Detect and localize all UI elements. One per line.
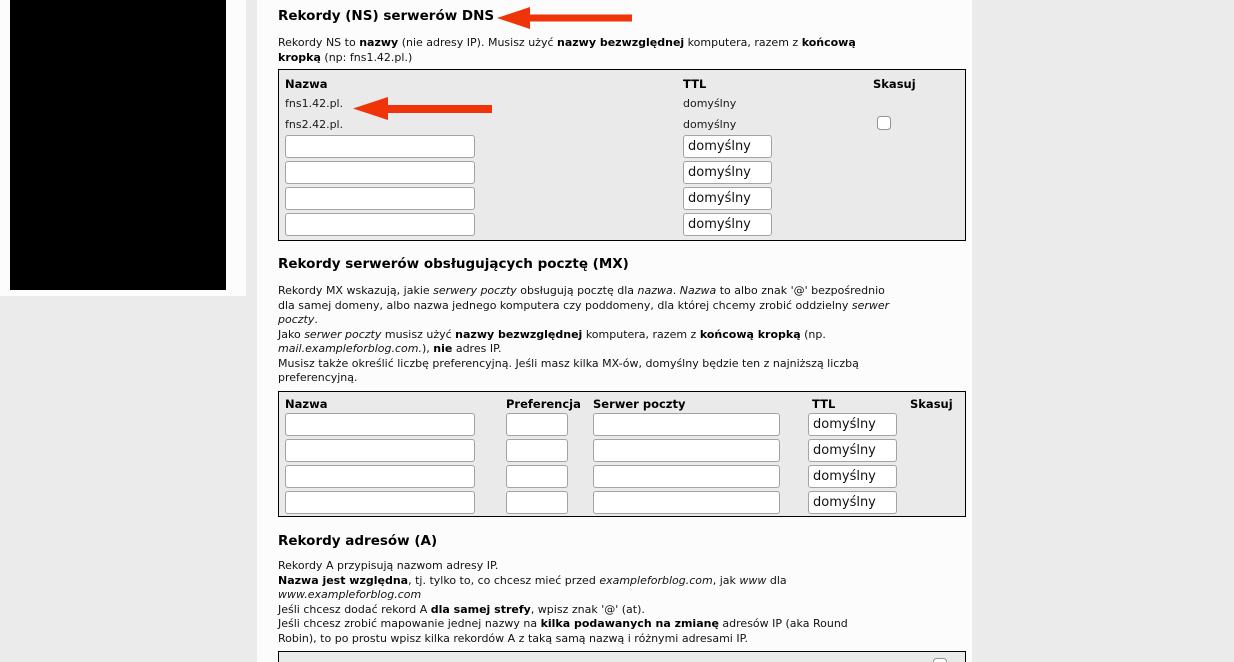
ns-section-heading: Rekordy (NS) serwerów DNS <box>278 8 495 24</box>
ns-name-input-3[interactable] <box>285 213 475 236</box>
a-intro-text: Rekordy A przypisują nazwom adresy IP. Nazwa jest względna, tj. tylko to, co chcesz mieć przed exampleforblog.com, jak www dla www.exampleforblog.com Jeśli chcesz dodać rekord A dla samej strefy, wpisz znak '@' (at). Jeśli chcesz zrobić mapowanie jednej nazwy na kilka podawanych na zmianę adresów IP (aka Round Robin), to po prostu wpisz kilka rekordów A z taką samą nazwą i różnymi adresami IP. <box>278 559 848 645</box>
ns-record-name: fns2.42.pl. <box>285 118 344 131</box>
left-panel <box>0 0 246 296</box>
mx-server-input-2[interactable] <box>593 465 780 488</box>
ns-col-header-name: Nazwa <box>285 77 328 91</box>
a-section-heading: Rekordy adresów (A) <box>278 533 438 549</box>
a-delete-checkbox[interactable] <box>933 658 947 662</box>
mx-server-input-0[interactable] <box>593 413 780 436</box>
mx-col-header-pref: Preferencja <box>506 397 581 411</box>
mx-intro-text: Rekordy MX wskazują, jakie serwery poczty obsługują pocztę dla nazwa. Nazwa to albo znak '@' bezpośrednio dla samej domeny, albo nazwa jednego komputera czy poddomeny, dla której chcemy zrobić oddzielny serwer poczty. Jako serwer poczty musisz użyć nazwy bezwzględnej komputera, razem z końcową kropką (np. mail.exampleforblog.com.), nie adres IP. Musisz także określić liczbę preferencyjną. Jeśli masz kilka MX-ów, domyślny będzie ten z najniższą liczbą preferencyjną. <box>278 284 890 384</box>
arrow-left-icon <box>497 6 632 30</box>
ns-delete-checkbox[interactable] <box>877 116 891 130</box>
ns-ttl-input-1[interactable] <box>683 161 772 184</box>
ns-col-header-delete: Skasuj <box>873 77 916 91</box>
mx-name-input-1[interactable] <box>285 439 475 462</box>
mx-server-input-3[interactable] <box>593 491 780 514</box>
arrow-left-icon <box>353 96 492 121</box>
mx-name-input-0[interactable] <box>285 413 475 436</box>
mx-col-header-ttl: TTL <box>812 397 836 411</box>
a-records-table <box>278 651 966 662</box>
ns-ttl-input-0[interactable] <box>683 135 772 158</box>
redacted-region <box>10 0 226 290</box>
mx-server-input-1[interactable] <box>593 439 780 462</box>
ns-records-table <box>278 69 966 241</box>
mx-ttl-input-3[interactable] <box>808 491 897 514</box>
ns-name-input-1[interactable] <box>285 161 475 184</box>
ns-intro-text: Rekordy NS to nazwy (nie adresy IP). Musisz użyć nazwy bezwzględnej komputera, razem z końcową kropką (np: fns1.42.pl.) <box>278 36 856 64</box>
mx-section-heading: Rekordy serwerów obsługujących pocztę (MX) <box>278 256 629 272</box>
dns-records-page <box>257 0 972 662</box>
mx-ttl-input-2[interactable] <box>808 465 897 488</box>
mx-name-input-3[interactable] <box>285 491 475 514</box>
ns-ttl-input-2[interactable] <box>683 187 772 210</box>
mx-records-table <box>278 391 966 517</box>
mx-pref-input-3[interactable] <box>506 491 568 514</box>
mx-pref-input-0[interactable] <box>506 413 568 436</box>
ns-record-name: fns1.42.pl. <box>285 97 344 110</box>
ns-record-ttl: domyślny <box>683 118 737 131</box>
mx-ttl-input-1[interactable] <box>808 439 897 462</box>
mx-col-header-delete: Skasuj <box>910 397 953 411</box>
mx-name-input-2[interactable] <box>285 465 475 488</box>
mx-ttl-input-0[interactable] <box>808 413 897 436</box>
mx-col-header-server: Serwer poczty <box>593 397 686 411</box>
ns-ttl-input-3[interactable] <box>683 213 772 236</box>
mx-pref-input-2[interactable] <box>506 465 568 488</box>
ns-name-input-0[interactable] <box>285 135 475 158</box>
ns-name-input-2[interactable] <box>285 187 475 210</box>
mx-col-header-name: Nazwa <box>285 397 328 411</box>
mx-pref-input-1[interactable] <box>506 439 568 462</box>
ns-record-ttl: domyślny <box>683 97 737 110</box>
ns-col-header-ttl: TTL <box>683 77 707 91</box>
